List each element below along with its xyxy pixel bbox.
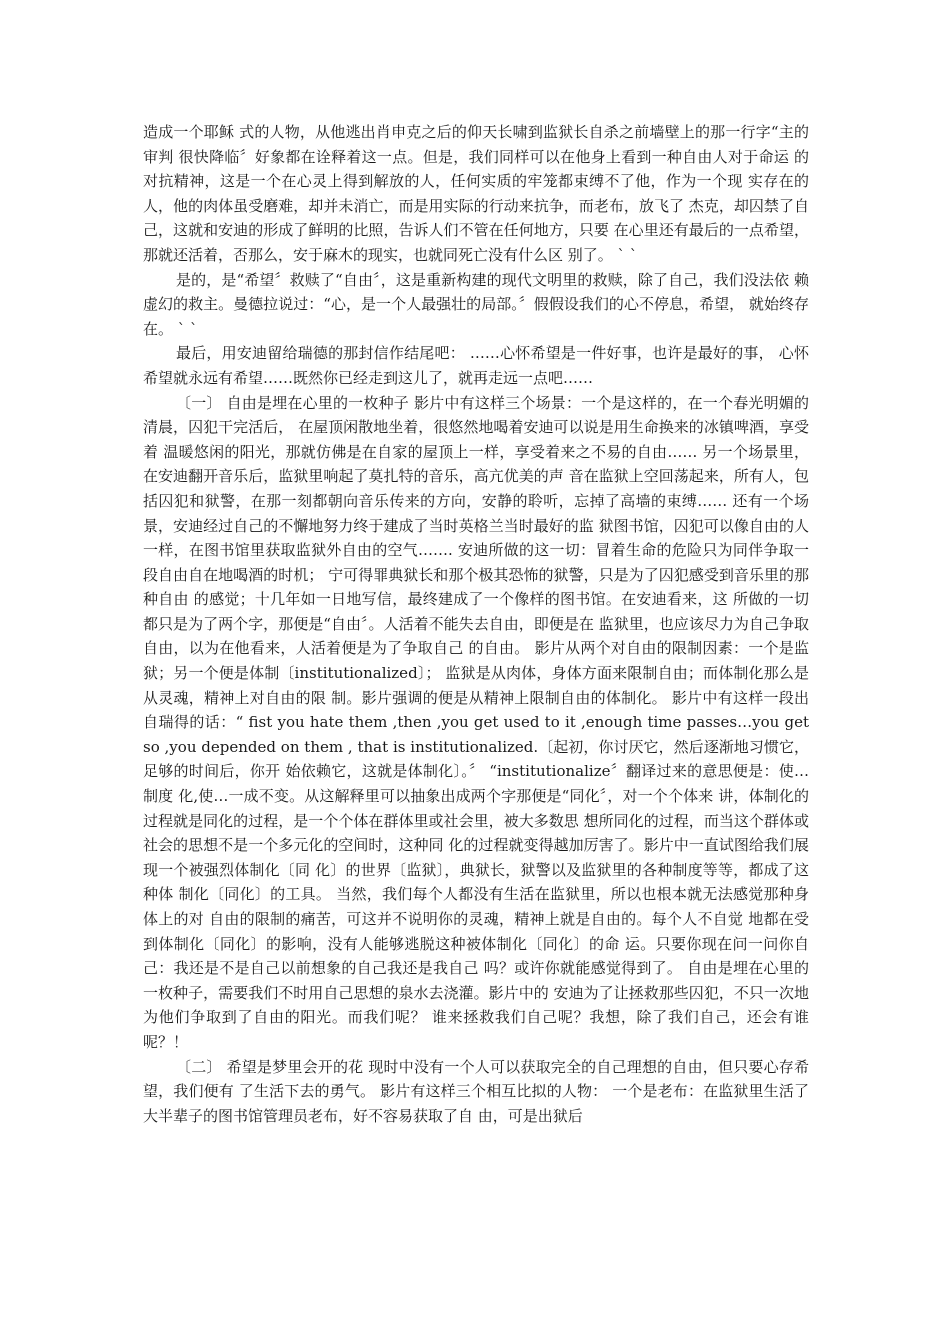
paragraph-andy-letter: 最后，用安迪留给瑞德的那封信作结尾吧： ……心怀希望是一件好事，也许是最好的事， 心怀希望就永远有希望……既然你已经走到这儿了，就再走远一点吧……: [143, 344, 809, 387]
paragraph-hope-redeems-freedom: 是的，是“希望〞救赎了“自由〞，这是重新构建的现代文明里的救赎，除了自己，我们没法依 赖虚幻的救主。曼德拉说过：“心，是一个人最强壮的局部。〞假假设我们的心不停息，希望， 就始终存在。 ` `: [143, 270, 809, 338]
document-body: [143, 120, 809, 1128]
paragraph-section-two-hope: 〔二〕 希望是梦里会开的花 现时中没有一个人可以获取完全的自己理想的自由，但只要心存希望，我们便有 了生活下去的勇气。 影片有这样三个相互比拟的人物： 一个是老布：在监狱里生活了大半辈子的图书馆管理员老布，好不容易获取了自 由，可是出狱后: [143, 1057, 809, 1125]
paragraph-continuation: 造成一个耶稣 式的人物，从他逃出肖申克之后的仰天长啸到监狱长自杀之前墙壁上的那一行字“主的审判 很快降临〞好象都在诠释着这一点。但是，我们同样可以在他身上看到一种自由人对于命运 的对抗精神，这是一个在心灵上得到解放的人，任何实质的牢笼都束缚不了他，作为一个现 实存在的人，他的肉体虽受磨难，却并未消亡，而是用实际的行动来抗争，而老布，放飞了 杰克，却囚禁了自己，这就和安迪的形成了鲜明的比照，告诉人们不管在任何地方，只要 在心里还有最后的一点希望，那就还活着，否那么，安于麻木的现实，也就同死亡没有什么区 别了。 ` `: [143, 123, 809, 264]
paragraph-section-one-freedom: 〔一〕 自由是埋在心里的一枚种子 影片中有这样三个场景：一个是这样的，在一个春光明媚的清晨，囚犯干完活后， 在屋顶闲散地坐着，很悠然地喝着安迪可以说是用生命换来的冰镇啤酒，享受着 温暖悠闲的阳光，那就仿佛是在自家的屋顶上一样，享受着来之不易的自由…… 另一个场景里，在安迪翻开音乐后，监狱里响起了莫扎特的音乐，高亢优美的声 音在监狱上空回荡起来，所有人，包括囚犯和狱警，在那一刻都朝向音乐传来的方向，安静的聆听，忘掉了高墙的束缚…… 还有一个场景，安迪经过自己的不懈地努力终于建成了当时英格兰当时最好的监 狱图书馆，囚犯可以像自由的人一样，在图书馆里获取监狱外自由的空气……. 安迪所做的这一切：冒着生命的危险只为同伴争取一段自由自在地喝酒的时机； 宁可得罪典狱长和那个极其恐怖的狱警，只是为了囚犯感受到音乐里的那种自由 的感觉；十几年如一日地写信，最终建成了一个像样的图书馆。在安迪看来，这 所做的一切都只是为了两个字，那便是“自由〞。人活着不能失去自由，即便是在 监狱里，也应该尽力为自己争取自由，以为在他看来，人活着便是为了争取自己 的自由。 影片从两个对自由的限制因素：一个是监狱；另一个便是体制〔institutionalized〕； 监狱是从肉体，身体方面来限制自由；而体制化那么是从灵魂，精神上对自由的限 制。影片强调的便是从精神上限制自由的体制化。 影片中有这样一段出自瑞得的话：“ fist you hate them ,then ,you get used to it ,enough time passes…you get so ,you depended on them , that is institutionalized.〔起初，你讨厌它，然后逐渐地习惯它，足够的时间后，你开 始依赖它，这就是体制化〕。〞 “institutionalize〞翻译过来的意思便是：使…制度 化,使…一成不变。从这解释里可以抽象出成两个字那便是“同化〞，对一个个体来 讲，体制化的过程就是同化的过程，是一个个体在群体里或社会里，被大多数思 想所同化的过程，而当这个群体或社会的思想不是一个多元化的空间时，这种同 化的过程就变得越加厉害了。影片中一直试图给我们展现一个被强烈体制化〔同 化〕的世界〔监狱〕，典狱长，狱警以及监狱里的各种制度等等，都成了这种体 制化〔同化〕的工具。 当然，我们每个人都没有生活在监狱里，所以也根本就无法感觉那种身体上的对 自由的限制的痛苦，可这并不说明你的灵魂，精神上就是自由的。每个人不自觉 地都在受到体制化〔同化〕的影响，没有人能够逃脱这种被体制化〔同化〕的命 运。只要你现在问一问你自己：我还是不是自己以前想象的自己我还是我自己 吗？或许你就能感觉得到了。 自由是埋在心里的一枚种子，需要我们不时用自己思想的泉水去浇灌。影片中的 安迪为了让拯救那些囚犯，不只一次地为他们争取到了自由的阳光。而我们呢？ 谁来拯救我们自己呢？我想，除了我们自己，还会有谁呢？！: [143, 393, 809, 1051]
